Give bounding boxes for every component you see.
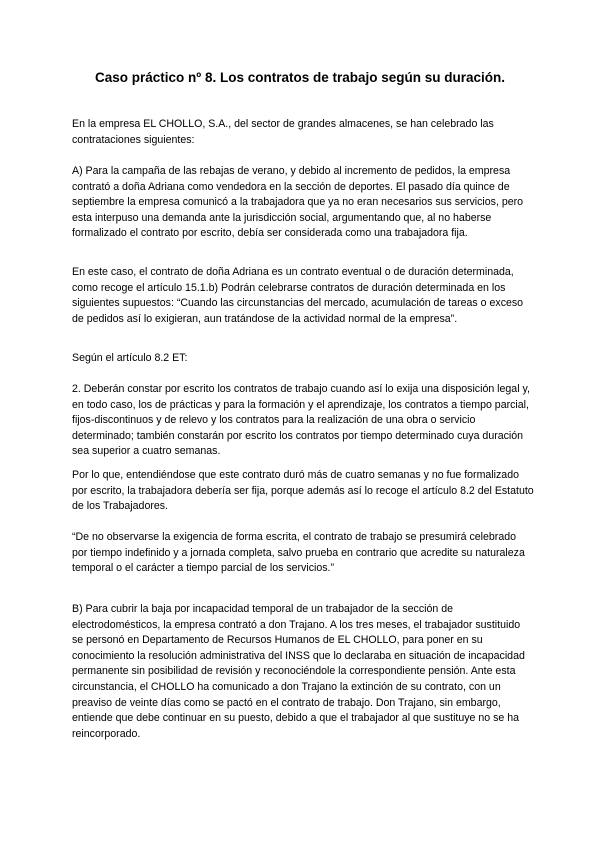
case-b-paragraph: B) Para cubrir la baja por incapacidad temporal de un trabajador de la sección de electrodomésticos, la empresa contrató a don Trajano. A los tres meses, el trabajador sustituido se personó en Departamento de Recursos Humanos de EL CHOLLO, para poner en su conocimiento la resolución administrativa del INSS que lo declaraba en situación de incapacidad permanente sin posibilidad de revisión y reconociéndole la correspondiente pensión. Ante esta circunstancia, el CHOLLO ha comunicado a don Trajano la extinción de su contrato, con un preaviso de veinte días como se pactó en el contrato de trabajo. Don Trajano, sin embargo, entiende que debe continuar en su puesto, debido a que el trabajador al que sustituye no se ha reincorporado.	[72, 603, 525, 740]
article-quote-paragraph: 2. Deberán constar por escrito los contratos de trabajo cuando así lo exija una disposición legal y, en todo caso, los de prácticas y para la formación y el aprendizaje, los contratos a tiempo parcial, fijos-discontinuos y de relevo y los contratos para la realización de una obra o servicio determinado; también constarán por escrito los contratos por tiempo determinado cuya duración sea superior a cuatro semanas.	[72, 383, 530, 458]
conclusion-paragraph: Por lo que, entendiéndose que este contrato duró más de cuatro semanas y no fue formalizado por escrito, la trabajadora debería ser fija, porque además así lo recoge el artículo 8.2 del Estatuto de los Trabajadores.	[72, 469, 534, 513]
article-reference-paragraph: Según el artículo 8.2 ET:	[72, 352, 188, 364]
case-a-analysis-paragraph: En este caso, el contrato de doña Adriana es un contrato eventual o de duración determinada, como recoge el artículo 15.1.b) Podrán celebrarse contratos de duración determinada en los siguientes supuestos: “Cuando las circunstancias del mercado, acumulación de tareas o exceso de pedidos así lo exigieran, aun tratándose de la actividad normal de la empresa”.	[72, 266, 524, 325]
case-a-paragraph: A) Para la campaña de las rebajas de verano, y debido al incremento de pedidos, la empresa contrató a doña Adriana como vendedora en la sección de deportes. El pasado día quince de septiembre la empresa comunicó a la trabajadora que ya no eran necesarios sus servicios, pero esta interpuso una demanda ante la jurisdicción social, argumentando que, al no haberse formalizado el contrato por escrito, debía ser considerada como una trabajadora fija.	[72, 165, 524, 240]
statute-quote-paragraph: “De no observarse la exigencia de forma escrita, el contrato de trabajo se presumirá celebrado por tiempo indefinido y a jornada completa, salvo prueba en contrario que acredite su naturaleza temporal o el carácter a tiempo parcial de los servicios.”	[72, 531, 525, 575]
intro-paragraph: En la empresa EL CHOLLO, S.A., del sector de grandes almacenes, se han celebrado las contrataciones siguientes:	[72, 118, 494, 146]
document-title: Caso práctico nº 8. Los contratos de trabajo según su duración.	[94, 70, 505, 85]
